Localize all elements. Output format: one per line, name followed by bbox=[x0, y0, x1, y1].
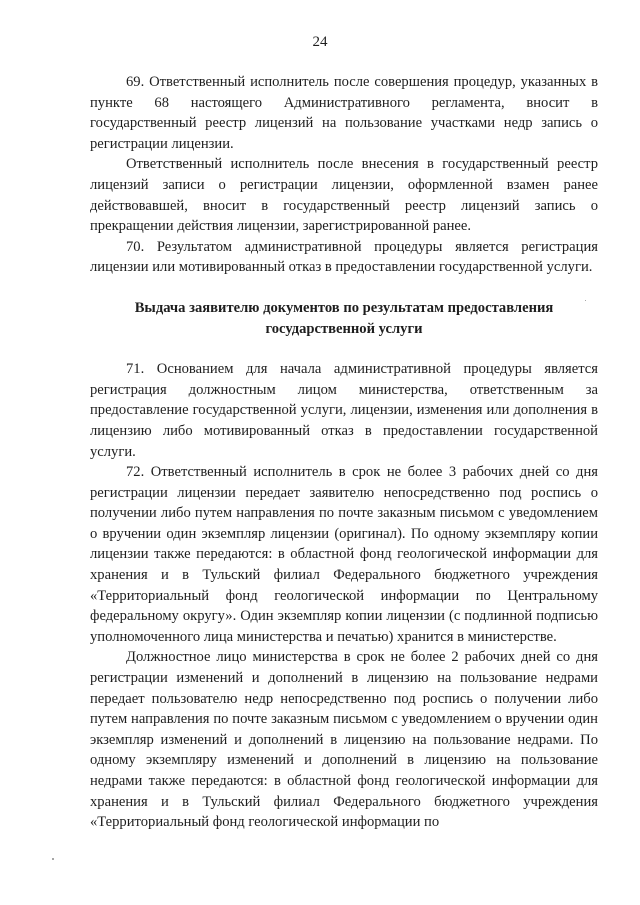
paragraph-72: 72. Ответственный исполнитель в срок не более 3 рабочих дней со дня регистрации лицензии передает заявителю непосредственно под роспись о получении либо путем направления по почте заказным письмом с уведомлением о вручении один экземпляр лицензии (оригинал). По одному экземпляру копии лицензии также передаются: в областной фонд геологической информации для хранения и в Тульский филиал Федерального бюджетного учреждения «Территориальный фонд геологической информации по Центральному федеральному округу». Один экземпляр копии лицензии (с подлинной подписью уполномоченного лица министерства и печатью) хранится в министерстве. bbox=[90, 464, 598, 645]
scan-speck bbox=[52, 858, 54, 860]
paragraph-71: 71. Основанием для начала административной процедуры является регистрация должностным лицом министерства, ответственным за предоставление государственной услуги, лицензии, изменения или дополнения в лицензию либо мотивированный отказ в предоставлении государственной услуги. bbox=[90, 361, 598, 460]
page-number: 24 bbox=[312, 34, 328, 50]
document-body bbox=[90, 72, 598, 833]
paragraph-69: 69. Ответственный исполнитель после совершения процедур, указанных в пункте 68 настоящего Административного регламента, вносит в государственный реестр лицензий на пользование участками недр запись о регистрации лицензии. bbox=[90, 74, 598, 152]
paragraph-69-continued: Ответственный исполнитель после внесения в государственный реестр лицензий записи о регистрации лицензии, оформленной взамен ранее действовавшей, вносит в государственный реестр лицензий запись о прекращении действия лицензии, зарегистрированной ранее. bbox=[90, 156, 598, 235]
section-heading: Выдача заявителю документов по результатам предоставления государственной услуги bbox=[134, 299, 554, 337]
scan-speck bbox=[585, 300, 586, 301]
paragraph-70: 70. Результатом административной процедуры является регистрация лицензии или мотивированный отказ в предоставлении государственной услуги. bbox=[90, 238, 598, 276]
paragraph-72-continued: Должностное лицо министерства в срок не более 2 рабочих дней со дня регистрации изменений и дополнений в лицензию на пользование недрами передает пользователю недр непосредственно под роспись о получении либо путем направления по почте заказным письмом с уведомлением о вручении один экземпляр изменений и дополнений в лицензию на пользование недрами. По одному экземпляру изменений и дополнений в лицензию на пользование недрами также передаются: в областной фонд геологической информации для хранения и в Тульский филиал Федерального бюджетного учреждения «Территориальный фонд геологической информации по bbox=[90, 649, 598, 831]
